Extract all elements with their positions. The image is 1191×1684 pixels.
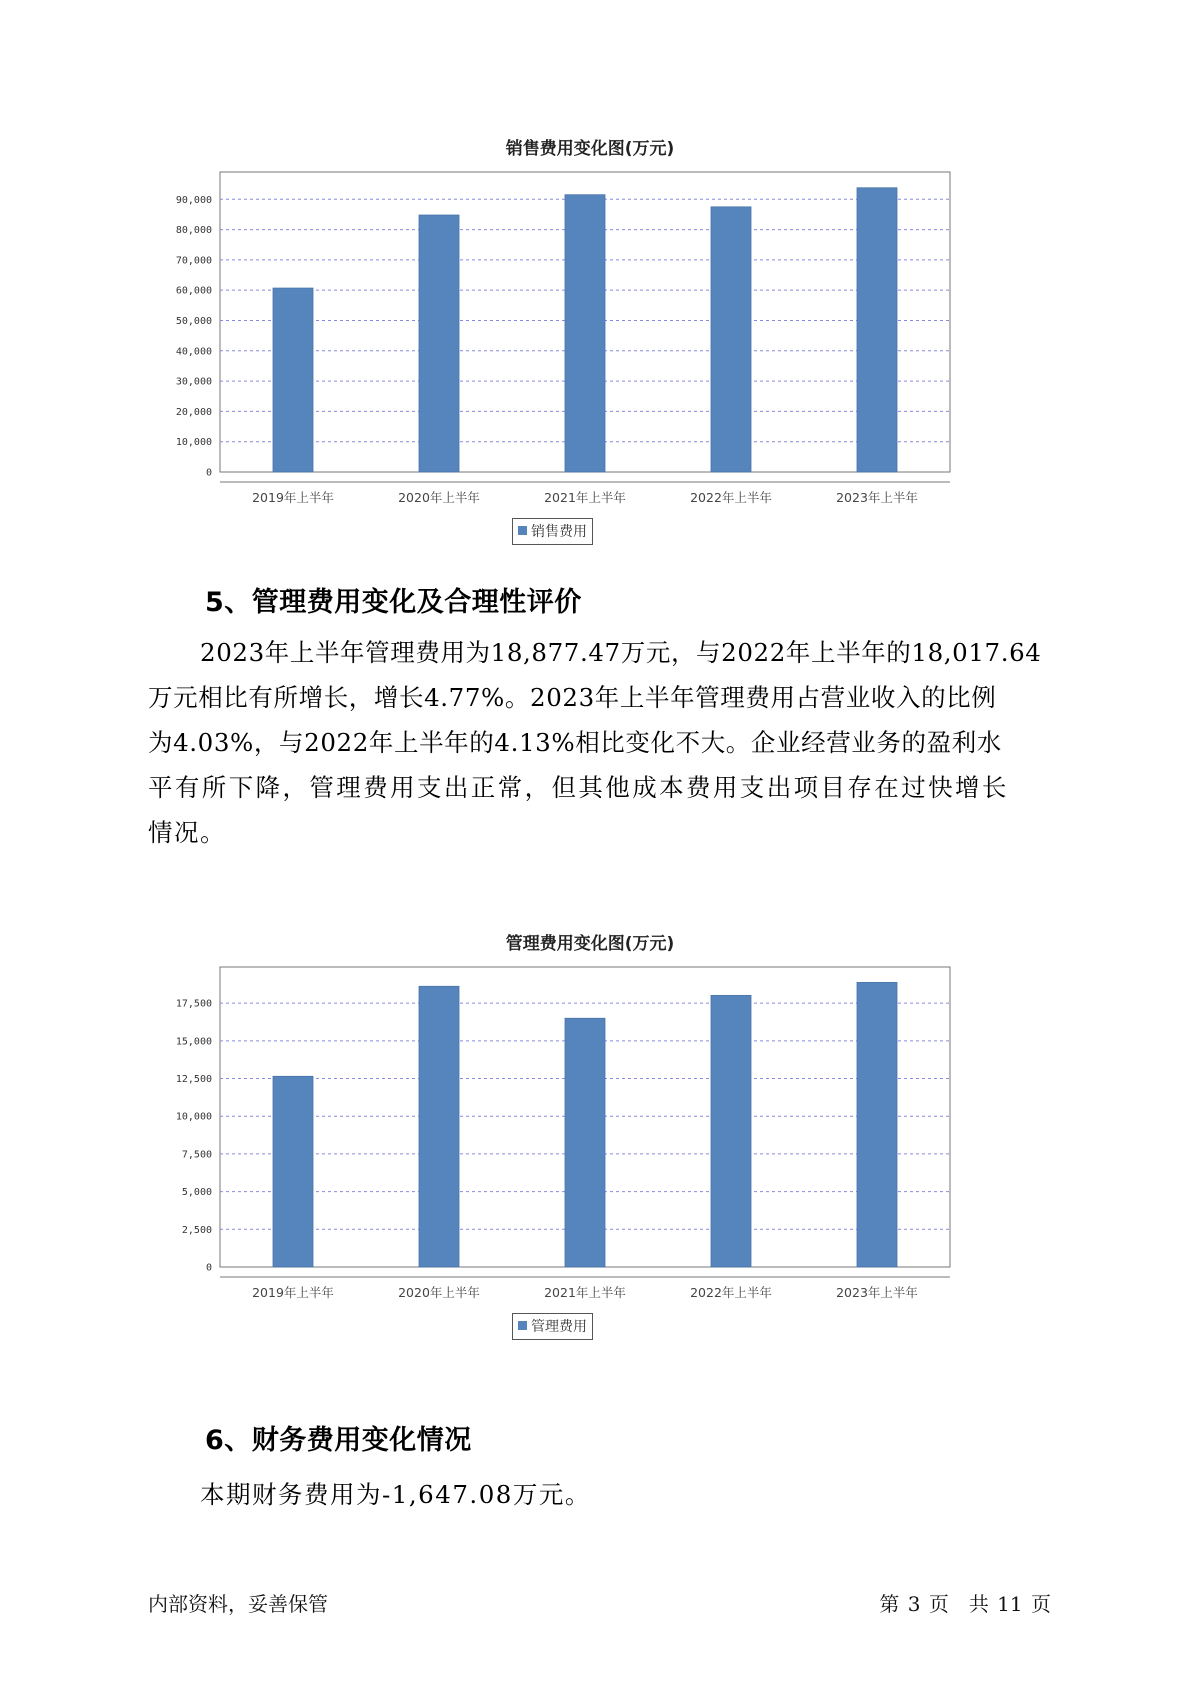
bar xyxy=(857,188,897,472)
admin-expense-chart xyxy=(150,925,1030,1345)
bar xyxy=(711,207,751,472)
x-tick-label: 2023年上半年 xyxy=(836,1285,918,1300)
y-tick-label: 5,000 xyxy=(181,1187,212,1199)
bar xyxy=(857,982,897,1267)
section5-line: 平有所下降，管理费用支出正常，但其他成本费用支出项目存在过快增长 xyxy=(148,773,1009,802)
x-tick-label: 2019年上半年 xyxy=(252,490,334,505)
chart-legend xyxy=(512,518,593,545)
y-tick-label: 90,000 xyxy=(175,194,212,206)
bar xyxy=(273,288,313,472)
bar xyxy=(419,986,459,1267)
section5-paragraph xyxy=(148,630,1073,855)
y-tick-label: 15,000 xyxy=(175,1036,212,1048)
section6-heading: 6、财务费用变化情况 xyxy=(205,1425,472,1456)
chart-title: 销售费用变化图(万元) xyxy=(505,139,675,159)
section5-line: 万元相比有所增长，增长4.77%。2023年上半年管理费用占营业收入的比例 xyxy=(148,683,997,712)
section6-paragraph: 本期财务费用为-1,647.08万元。 xyxy=(200,1480,591,1509)
bar xyxy=(711,995,751,1267)
y-tick-label: 20,000 xyxy=(175,406,212,418)
chart-legend xyxy=(512,1313,593,1340)
y-tick-label: 0 xyxy=(205,467,212,479)
x-tick-label: 2022年上半年 xyxy=(690,490,772,505)
y-tick-label: 2,500 xyxy=(181,1224,212,1236)
y-tick-label: 12,500 xyxy=(175,1074,212,1086)
bar xyxy=(419,215,459,472)
chart-title: 管理费用变化图(万元) xyxy=(505,934,675,954)
x-tick-label: 2020年上半年 xyxy=(398,490,480,505)
y-tick-label: 50,000 xyxy=(175,315,212,327)
legend-swatch xyxy=(518,1321,527,1330)
x-tick-label: 2021年上半年 xyxy=(544,1285,626,1300)
legend-label: 销售费用 xyxy=(531,524,587,540)
y-tick-label: 7,500 xyxy=(181,1149,212,1161)
y-tick-label: 40,000 xyxy=(175,346,212,358)
x-tick-label: 2020年上半年 xyxy=(398,1285,480,1300)
bar xyxy=(565,1018,605,1267)
x-tick-label: 2021年上半年 xyxy=(544,490,626,505)
section5-line: 情况。 xyxy=(148,818,226,847)
y-tick-label: 17,500 xyxy=(175,998,212,1010)
bar xyxy=(565,195,605,472)
legend-swatch xyxy=(518,526,527,535)
sales-expense-plot xyxy=(150,168,1030,538)
x-tick-label: 2022年上半年 xyxy=(690,1285,772,1300)
admin-expense-plot xyxy=(150,963,1030,1333)
y-tick-label: 10,000 xyxy=(175,437,212,449)
y-tick-label: 10,000 xyxy=(175,1111,212,1123)
section5-heading: 5、管理费用变化及合理性评价 xyxy=(205,587,582,618)
legend-label: 管理费用 xyxy=(531,1319,587,1335)
x-tick-label: 2019年上半年 xyxy=(252,1285,334,1300)
x-tick-label: 2023年上半年 xyxy=(836,490,918,505)
y-tick-label: 30,000 xyxy=(175,376,212,388)
y-tick-label: 80,000 xyxy=(175,225,212,237)
bar xyxy=(273,1076,313,1267)
y-tick-label: 0 xyxy=(205,1262,212,1274)
y-tick-label: 60,000 xyxy=(175,285,212,297)
section5-line: 为4.03%，与2022年上半年的4.13%相比变化不大。企业经营业务的盈利水 xyxy=(148,728,1002,757)
section5-line: 2023年上半年管理费用为18,877.47万元，与2022年上半年的18,017.64 xyxy=(200,638,1042,667)
footer-page-number: 第 3 页 共 11 页 xyxy=(879,1592,1051,1616)
footer-left: 内部资料，妥善保管 xyxy=(148,1592,328,1616)
sales-expense-chart xyxy=(150,130,1030,550)
y-tick-label: 70,000 xyxy=(175,255,212,267)
